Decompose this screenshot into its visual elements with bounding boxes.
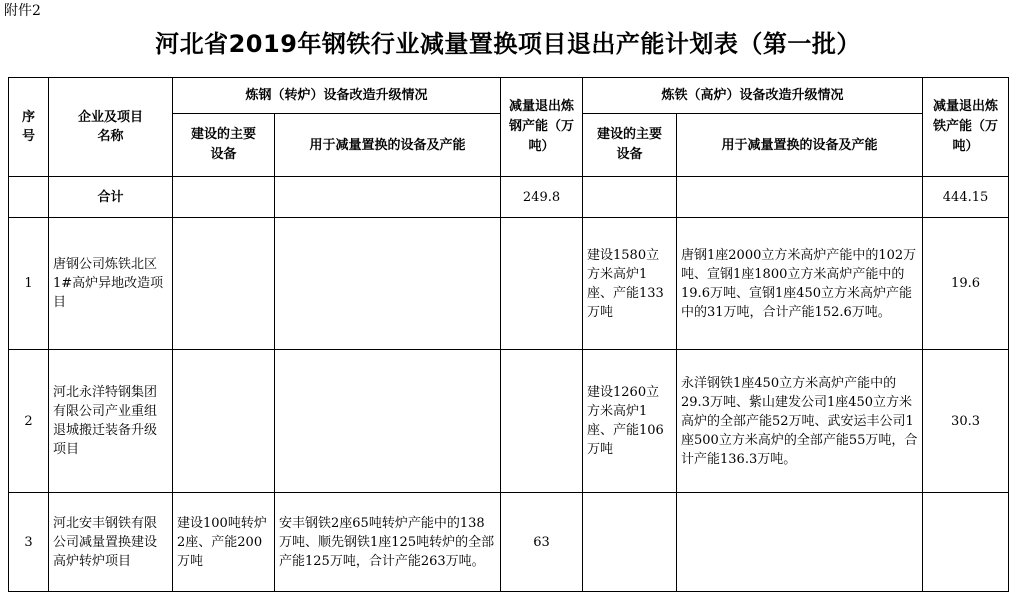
header-iron-group: 炼铁（高炉）设备改造升级情况 xyxy=(583,78,923,114)
header-iron-new-equipment: 建设的主要设备 xyxy=(583,114,677,177)
header-steel-replacement: 用于减量置换的设备及产能 xyxy=(275,114,501,177)
header-iron-replacement: 用于减量置换的设备及产能 xyxy=(677,114,923,177)
header-project: 企业及项目名称 xyxy=(49,78,173,177)
table-row xyxy=(9,350,1009,493)
capacity-table xyxy=(8,77,1009,592)
row-iron-exit xyxy=(923,493,1009,592)
row-steel-exit xyxy=(501,218,583,350)
row-steel-new-equipment: 建设100吨转炉2座、产能200万吨 xyxy=(173,493,275,592)
row-project: 唐钢公司炼铁北区1#高炉异地改造项目 xyxy=(49,218,173,350)
row-seq: 3 xyxy=(9,493,49,592)
row-iron-exit: 19.6 xyxy=(923,218,1009,350)
row-steel-replacement: 安丰钢铁2座65吨转炉产能中的138万吨、顺先钢铁1座125吨转炉的全部产能125万吨，合计产能263万吨。 xyxy=(275,493,501,592)
attachment-label: 附件2 xyxy=(4,3,41,19)
header-steel-exit: 减量退出炼钢产能（万吨） xyxy=(501,78,583,177)
row-steel-exit: 63 xyxy=(501,493,583,592)
total-iron-new-equipment xyxy=(583,177,677,218)
total-iron-replacement xyxy=(677,177,923,218)
header-seq: 序号 xyxy=(9,78,49,177)
total-label: 合计 xyxy=(49,177,173,218)
row-steel-replacement xyxy=(275,218,501,350)
row-steel-exit xyxy=(501,350,583,493)
row-iron-exit: 30.3 xyxy=(923,350,1009,493)
total-seq xyxy=(9,177,49,218)
page-title: 河北省2019年钢铁行业减量置换项目退出产能计划表（第一批） xyxy=(155,30,861,58)
row-project: 河北永洋特钢集团有限公司产业重组退城搬迁装备升级项目 xyxy=(49,350,173,493)
row-steel-new-equipment xyxy=(173,218,275,350)
row-iron-replacement: 唐钢1座2000立方米高炉产能中的102万吨、宣钢1座1800立方米高炉产能中的19.6万吨、宣钢1座450立方米高炉产能中的31万吨，合计产能152.6万吨。 xyxy=(677,218,923,350)
row-iron-new-equipment: 建设1580立方米高炉1座、产能133万吨 xyxy=(583,218,677,350)
row-iron-new-equipment: 建设1260立方米高炉1座、产能106万吨 xyxy=(583,350,677,493)
table-row xyxy=(9,218,1009,350)
row-seq: 1 xyxy=(9,218,49,350)
row-iron-replacement xyxy=(677,493,923,592)
header-steel-new-equipment: 建设的主要设备 xyxy=(173,114,275,177)
total-steel-replacement xyxy=(275,177,501,218)
row-iron-new-equipment xyxy=(583,493,677,592)
row-iron-replacement: 永洋钢铁1座450立方米高炉产能中的29.3万吨、紫山建发公司1座450立方米高炉的全部产能52万吨、武安运丰公司1座500立方米高炉的全部产能55万吨，合计产能136.3万吨。 xyxy=(677,350,923,493)
row-steel-new-equipment xyxy=(173,350,275,493)
total-steel-new-equipment xyxy=(173,177,275,218)
total-steel-exit: 249.8 xyxy=(501,177,583,218)
header-steel-group: 炼钢（转炉）设备改造升级情况 xyxy=(173,78,501,114)
header-row-1 xyxy=(9,78,1009,114)
total-iron-exit: 444.15 xyxy=(923,177,1009,218)
row-seq: 2 xyxy=(9,350,49,493)
row-steel-replacement xyxy=(275,350,501,493)
table-row xyxy=(9,493,1009,592)
header-iron-exit: 减量退出炼铁产能（万吨） xyxy=(923,78,1009,177)
row-project: 河北安丰钢铁有限公司减量置换建设高炉转炉项目 xyxy=(49,493,173,592)
total-row xyxy=(9,177,1009,218)
